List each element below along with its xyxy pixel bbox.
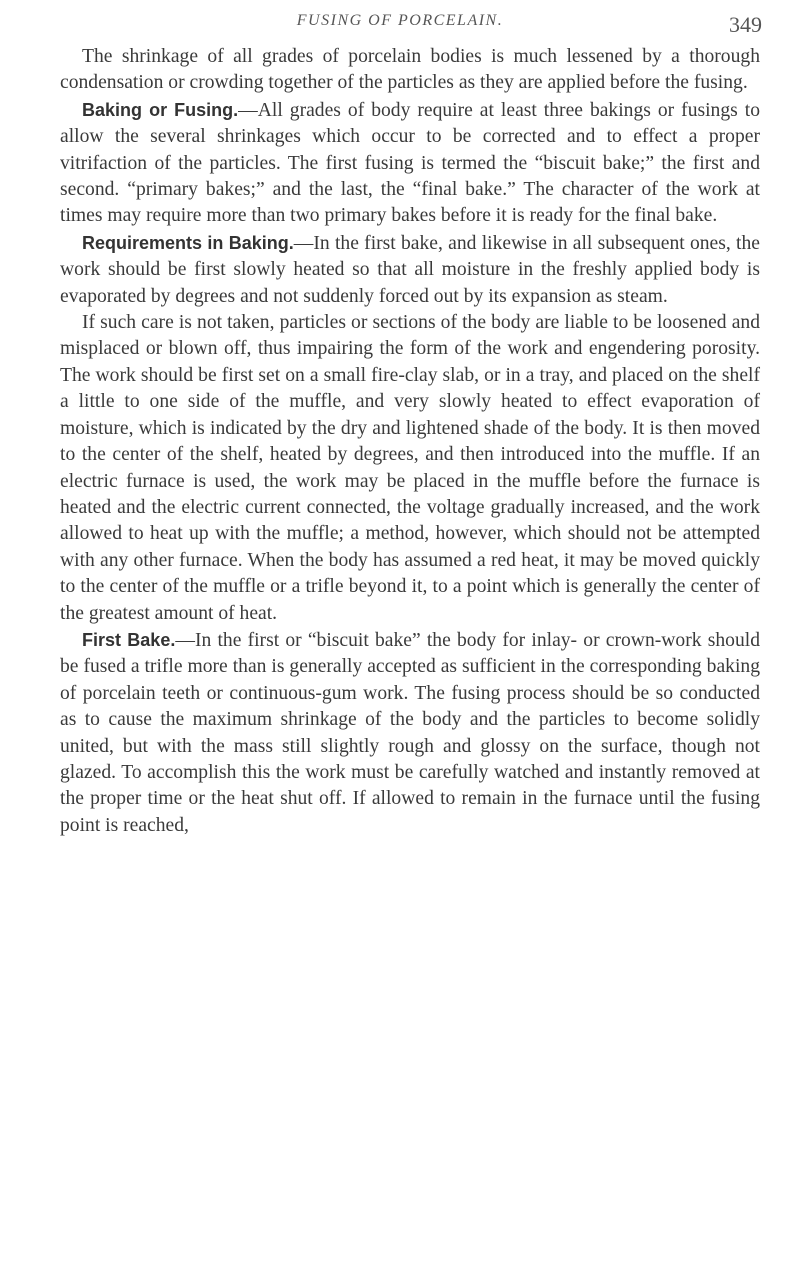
paragraph-care	[60, 310, 760, 627]
section-heading: First Bake.	[82, 629, 176, 650]
running-title: FUSING OF PORCELAIN.	[296, 12, 504, 29]
body-text	[60, 44, 760, 839]
running-head	[0, 12, 800, 42]
paragraph-text: —In the first bake, and likewise in all subsequent ones, the work should be first slowly heated so that all moisture in the freshly applied body is evaporated by degrees and not suddenly forced out by its expansion as steam.	[60, 232, 760, 307]
paragraph-first-bake	[60, 627, 760, 839]
paragraph-text: If such care is not taken, particles or sections of the body are liable to be loosened and misplaced or blown off, thus impairing the form of the work and engendering porosity. The work should be first set on a small fire-clay slab, or in a tray, and placed on the shelf a little to one side of the muffle, and very slowly heated to effect evaporation of moisture, which is indicated by the dry and lightened shade of the body. It is then moved to the center of the shelf, heated by degrees, and then introduced into the muffle. If an electric furnace is used, the work may be placed in the muffle before the furnace is heated and the electric current connected, the voltage gradually increased, and the work allowed to heat up with the muffle; a method, however, which should not be attempted with any other furnace. When the body has assumed a red heat, it may be moved quickly to the center of the muffle or a trifle beyond it, to a point which is generally the center of the greatest amount of heat.	[60, 312, 760, 624]
paragraph-text: —All grades of body require at least three bakings or fusings to allow the several shrinkages which occur to be corrected and to effect a proper vitrifaction of the particles. The first fusing is termed the “biscuit bake;” the first and second. “primary bakes;” and the last, the “final bake.” The character of the work at times may require more than two primary bakes before it is ready for the final bake.	[60, 99, 760, 227]
section-heading: Requirements in Baking.	[82, 232, 294, 253]
paragraph-requirements-in-baking	[60, 230, 760, 310]
section-heading: Baking or Fusing.	[82, 99, 239, 120]
page-number: 349	[729, 12, 762, 37]
paragraph-baking-or-fusing	[60, 97, 760, 230]
paragraph-text: —In the first or “biscuit bake” the body for inlay- or crown-work should be fused a trifle more than is generally accepted as sufficient in the corresponding baking of porcelain teeth or continuous-gum work. The fusing process should be so conducted as to cause the maximum shrinkage of the body and the particles to become solidly united, but with the mass still slightly rough and glossy on the surface, though not glazed. To accomplish this the work must be carefully watched and instantly removed at the proper time or the heat shut off. If allowed to remain in the furnace until the fusing point is reached,	[60, 629, 760, 836]
paragraph-text: The shrinkage of all grades of porcelain bodies is much lessened by a thorough condensation or crowding together of the particles as they are applied before the fusing.	[60, 46, 760, 94]
paragraph-shrinkage	[60, 44, 760, 97]
